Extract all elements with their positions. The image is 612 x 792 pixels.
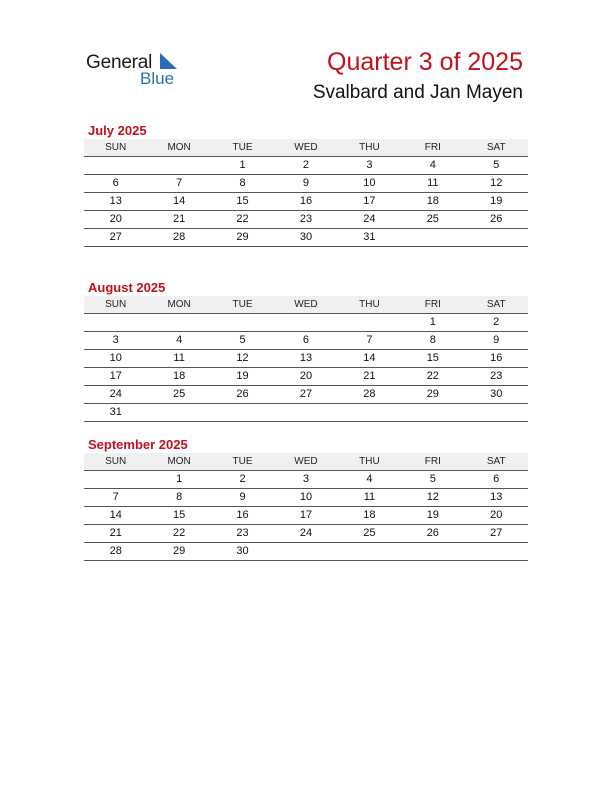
day-cell: 2 — [493, 316, 500, 328]
day-cell: 7 — [176, 177, 183, 189]
day-cell: 19 — [236, 370, 249, 382]
page-subtitle: Svalbard and Jan Mayen — [312, 82, 523, 103]
day-cell: 5 — [429, 473, 436, 485]
day-cell: 16 — [299, 195, 313, 207]
day-cell: 25 — [426, 213, 439, 225]
generalblue-logo — [86, 52, 186, 92]
week-row — [84, 507, 528, 525]
day-cell: 23 — [299, 213, 313, 225]
day-cell: 6 — [302, 334, 310, 346]
weekday-header: TUE — [232, 142, 253, 153]
day-cell — [211, 314, 274, 331]
day-cell: 12 — [490, 177, 503, 189]
day-cell: 19 — [490, 195, 503, 207]
day-cell — [274, 314, 337, 331]
day-cell: 1 — [176, 473, 183, 485]
day-cell: 18 — [363, 509, 376, 521]
day-cell: 31 — [109, 406, 122, 418]
day-cell: 27 — [299, 388, 313, 400]
weekday-header: WED — [294, 456, 318, 467]
day-cell: 13 — [490, 491, 503, 503]
day-cell: 16 — [490, 352, 503, 364]
day-cell: 10 — [299, 491, 313, 503]
day-cell: 4 — [429, 159, 436, 171]
day-cell: 30 — [299, 231, 313, 243]
day-cell: 9 — [493, 334, 500, 346]
day-cell: 6 — [112, 177, 119, 189]
day-cell: 15 — [236, 195, 249, 207]
weekday-header: SUN — [105, 142, 127, 153]
day-cell: 29 — [236, 231, 249, 243]
week-row — [84, 350, 528, 368]
day-cell: 15 — [426, 352, 439, 364]
day-cell: 14 — [109, 509, 122, 521]
day-cell: 11 — [173, 352, 185, 364]
day-cell: 28 — [173, 231, 186, 243]
day-cell — [147, 404, 210, 421]
day-cell: 13 — [299, 352, 313, 364]
day-cell: 7 — [112, 491, 119, 503]
weekday-header: FRI — [424, 142, 441, 153]
day-cell: 4 — [176, 334, 183, 346]
day-cell: 20 — [490, 509, 503, 521]
day-cell: 27 — [109, 231, 122, 243]
weekday-header: FRI — [424, 456, 441, 467]
day-cell: 23 — [236, 527, 249, 539]
day-cell: 28 — [109, 545, 122, 557]
week-row — [84, 314, 528, 332]
weekday-header: SUN — [105, 456, 127, 467]
day-cell — [147, 157, 210, 174]
day-cell: 22 — [426, 370, 439, 382]
day-cell: 21 — [363, 370, 376, 382]
weekday-header-row — [84, 139, 528, 157]
day-cell: 26 — [236, 388, 249, 400]
day-cell: 16 — [236, 509, 249, 521]
day-cell — [338, 543, 401, 560]
weekday-header-row — [84, 453, 528, 471]
day-cell: 8 — [429, 334, 436, 346]
day-cell — [465, 229, 528, 246]
weekday-header: SAT — [486, 142, 506, 153]
day-cell — [211, 404, 274, 421]
day-cell: 10 — [363, 177, 376, 189]
day-cell — [465, 404, 528, 421]
day-cell: 24 — [299, 527, 313, 539]
day-cell: 19 — [426, 509, 439, 521]
weekday-header: SAT — [486, 299, 506, 310]
month-title: September 2025 — [88, 437, 188, 452]
week-row — [84, 193, 528, 211]
day-cell: 20 — [299, 370, 313, 382]
weekday-header: MON — [167, 299, 191, 310]
week-row — [84, 368, 528, 386]
day-cell — [338, 404, 401, 421]
day-cell: 29 — [173, 545, 186, 557]
weekday-header: TUE — [232, 456, 253, 467]
weekday-header: SUN — [105, 299, 127, 310]
day-cell: 22 — [236, 213, 249, 225]
week-row — [84, 543, 528, 561]
weekday-header: MON — [167, 142, 191, 153]
day-cell: 17 — [109, 370, 122, 382]
logo-triangle-icon — [158, 52, 178, 70]
day-cell: 18 — [426, 195, 439, 207]
day-cell: 17 — [363, 195, 376, 207]
day-cell: 21 — [173, 213, 186, 225]
week-row — [84, 157, 528, 175]
month-title: August 2025 — [88, 280, 166, 295]
page-title: Quarter 3 of 2025 — [327, 48, 523, 76]
weekday-header: FRI — [424, 299, 441, 310]
day-cell — [147, 314, 210, 331]
day-cell — [401, 404, 464, 421]
day-cell: 23 — [490, 370, 503, 382]
month-july — [84, 122, 528, 247]
day-cell: 5 — [493, 159, 500, 171]
day-cell — [401, 543, 464, 560]
day-cell: 29 — [426, 388, 439, 400]
day-cell — [84, 157, 147, 174]
week-row — [84, 386, 528, 404]
week-row — [84, 332, 528, 350]
day-cell: 18 — [173, 370, 186, 382]
day-cell: 9 — [302, 177, 310, 189]
day-cell: 14 — [173, 195, 186, 207]
day-cell: 2 — [239, 473, 246, 485]
day-cell: 8 — [239, 177, 246, 189]
logo-word-blue: Blue — [140, 69, 175, 88]
week-row — [84, 404, 528, 422]
week-row — [84, 471, 528, 489]
day-cell: 1 — [239, 159, 246, 171]
day-cell: 26 — [426, 527, 439, 539]
day-cell — [274, 404, 337, 421]
day-cell: 3 — [112, 334, 119, 346]
week-row — [84, 525, 528, 543]
day-cell: 13 — [109, 195, 122, 207]
day-cell: 10 — [109, 352, 122, 364]
day-cell: 20 — [109, 213, 122, 225]
day-cell: 6 — [493, 473, 500, 485]
day-cell: 8 — [176, 491, 183, 503]
day-cell: 17 — [299, 509, 313, 521]
week-row — [84, 489, 528, 507]
week-row — [84, 211, 528, 229]
day-cell: 2 — [302, 159, 310, 171]
day-cell: 30 — [490, 388, 503, 400]
day-cell — [401, 229, 464, 246]
weekday-header: THU — [359, 142, 380, 153]
day-cell: 7 — [366, 334, 373, 346]
week-row — [84, 175, 528, 193]
day-cell: 15 — [173, 509, 186, 521]
weekday-header-row — [84, 296, 528, 314]
day-cell: 25 — [363, 527, 376, 539]
day-cell: 24 — [363, 213, 376, 225]
day-cell: 11 — [363, 491, 376, 503]
day-cell: 3 — [366, 159, 373, 171]
day-cell: 9 — [239, 491, 246, 503]
day-cell: 14 — [363, 352, 376, 364]
logo-word-general: General — [86, 52, 153, 73]
week-row — [84, 229, 528, 247]
day-cell: 26 — [490, 213, 503, 225]
day-cell: 27 — [490, 527, 503, 539]
day-cell: 21 — [109, 527, 122, 539]
weekday-header: MON — [167, 456, 191, 467]
day-cell: 11 — [427, 177, 439, 189]
month-september — [84, 436, 528, 561]
day-cell: 12 — [426, 491, 439, 503]
day-cell — [465, 543, 528, 560]
day-cell: 3 — [302, 473, 310, 485]
day-cell: 4 — [366, 473, 373, 485]
day-cell: 24 — [109, 388, 122, 400]
weekday-header: SAT — [486, 456, 506, 467]
weekday-header: TUE — [232, 299, 253, 310]
day-cell: 30 — [236, 545, 249, 557]
day-cell: 1 — [429, 316, 436, 328]
day-cell — [338, 314, 401, 331]
day-cell: 28 — [363, 388, 376, 400]
weekday-header: THU — [359, 299, 380, 310]
day-cell: 12 — [236, 352, 249, 364]
day-cell — [84, 314, 147, 331]
day-cell — [274, 543, 337, 560]
weekday-header: WED — [294, 142, 318, 153]
weekday-header: WED — [294, 299, 318, 310]
day-cell: 31 — [363, 231, 376, 243]
day-cell — [84, 471, 147, 488]
day-cell: 5 — [239, 334, 246, 346]
day-cell: 22 — [173, 527, 186, 539]
weekday-header: THU — [359, 456, 380, 467]
month-title: July 2025 — [88, 123, 147, 138]
month-august — [84, 279, 528, 422]
day-cell: 25 — [173, 388, 186, 400]
